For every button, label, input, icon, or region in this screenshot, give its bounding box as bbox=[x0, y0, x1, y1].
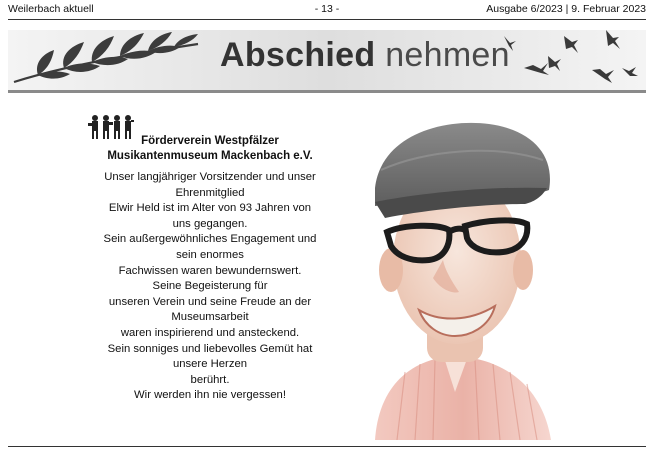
club-name-line: Förderverein Westpfälzer bbox=[141, 135, 279, 147]
photo-ear-right bbox=[513, 250, 533, 290]
banner-title-bold: Abschied bbox=[220, 36, 376, 74]
issue-date: Ausgabe 6/2023 | 9. Februar 2023 bbox=[486, 3, 646, 15]
tribute-line: Ehrenmitglied bbox=[175, 186, 245, 199]
club-name-line: Musikantenmuseum Mackenbach e.V. bbox=[107, 150, 313, 162]
tribute-line: berührt. bbox=[190, 373, 230, 386]
tribute-line: Seine Begeisterung für bbox=[152, 280, 268, 293]
tribute-line: unseren Verein und seine Freude an der bbox=[108, 295, 312, 308]
tribute-line: Unser langjähriger Vorsitzender und unser bbox=[104, 171, 316, 183]
page-number: - 13 - bbox=[314, 3, 340, 15]
tribute-line: Sein außergewöhnliches Engagement und bbox=[103, 233, 317, 246]
tribute-line: Wir werden ihn nie vergessen! bbox=[134, 389, 286, 402]
tribute-text bbox=[78, 170, 342, 404]
tribute-line: Fachwissen waren bewundernswert. bbox=[118, 264, 302, 277]
publication-name: Weilerbach aktuell bbox=[8, 3, 94, 15]
portrait-photo-icon bbox=[345, 110, 555, 440]
header-rule bbox=[8, 19, 646, 20]
tribute-line: waren inspirierend und ansteckend. bbox=[120, 326, 300, 339]
tribute-line: Elwir Held ist im Alter von 93 Jahren von bbox=[108, 202, 312, 215]
club-name bbox=[80, 134, 340, 164]
banner-title bbox=[220, 36, 510, 75]
tribute-line: Museumsarbeit bbox=[171, 311, 249, 324]
tribute-line: Sein sonniges und liebevolles Gemüt hat bbox=[107, 342, 313, 355]
tribute-line: unsere Herzen bbox=[172, 358, 248, 371]
footer-rule bbox=[8, 446, 646, 447]
running-header bbox=[8, 3, 646, 19]
tribute-line: uns gegangen. bbox=[172, 217, 248, 230]
banner-title-light: nehmen bbox=[385, 36, 510, 74]
tribute-line: sein enormes bbox=[176, 248, 244, 261]
banner-underline bbox=[8, 90, 646, 93]
obituary-banner bbox=[8, 24, 646, 96]
